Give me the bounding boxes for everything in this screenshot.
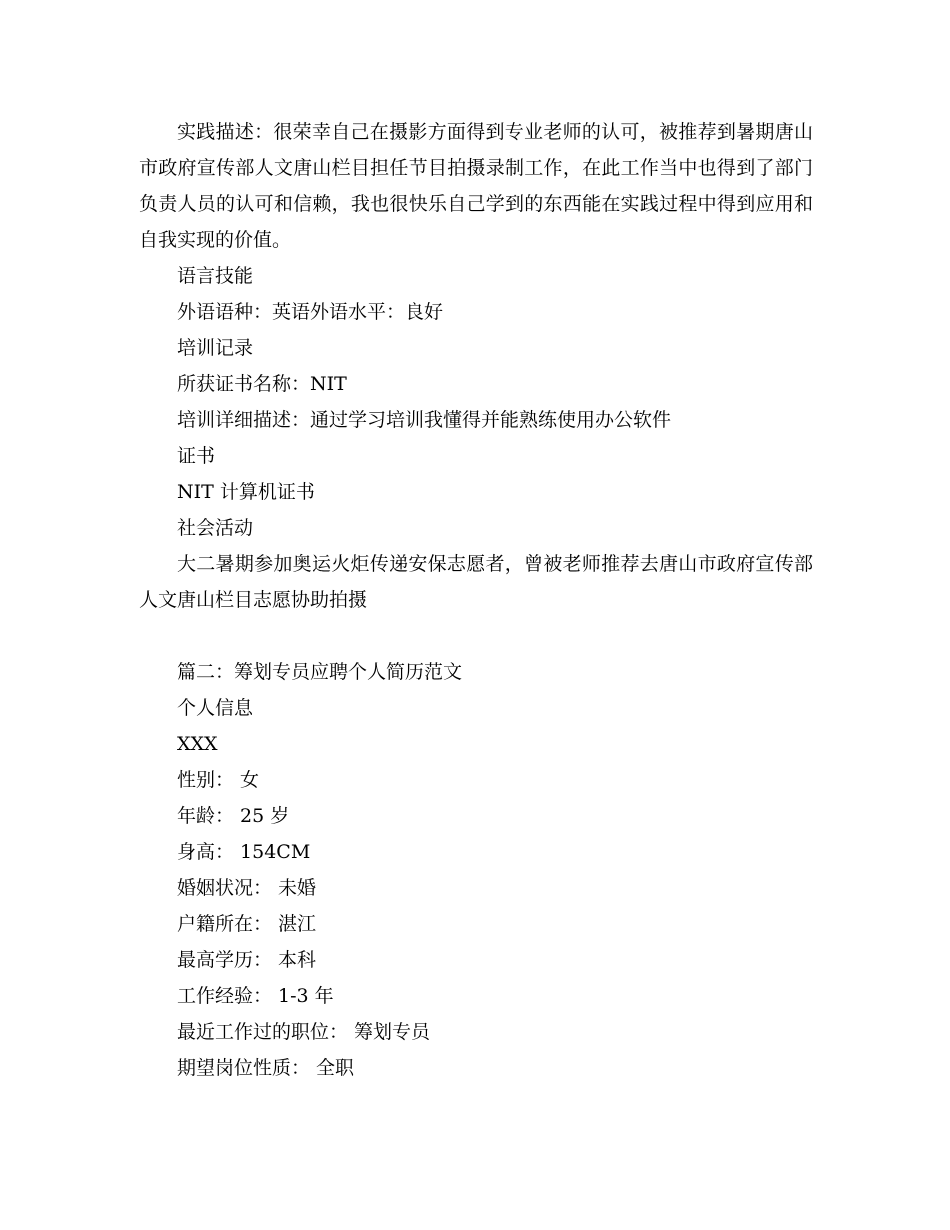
section-spacer xyxy=(139,618,813,654)
social-activity-text: 大二暑期参加奥运火炬传递安保志愿者，曾被老师推荐去唐山市政府宣传部人文唐山栏目志愿协助拍摄 xyxy=(139,553,813,611)
document-content xyxy=(139,114,813,1086)
foreign-language-line: 外语语种：英语外语水平：良好 xyxy=(177,301,444,323)
personal-info-heading: 个人信息 xyxy=(177,697,254,719)
recent-position-line: 最近工作过的职位： 筹划专员 xyxy=(177,1021,431,1043)
height-line: 身高： 154CM xyxy=(177,841,311,863)
training-detail-line: 培训详细描述：通过学习培训我懂得并能熟练使用办公软件 xyxy=(177,409,672,431)
work-experience-line: 工作经验： 1-3 年 xyxy=(177,985,334,1007)
job-type-line: 期望岗位性质： 全职 xyxy=(177,1057,355,1079)
education-line: 最高学历： 本科 xyxy=(177,949,317,971)
certificate-name-line: 所获证书名称：NIT xyxy=(177,373,347,395)
training-record-heading: 培训记录 xyxy=(177,337,254,359)
marital-status-line: 婚姻状况： 未婚 xyxy=(177,877,317,899)
practice-description: 实践描述：很荣幸自己在摄影方面得到专业老师的认可，被推荐到暑期唐山市政府宣传部人文唐山栏目担任节目拍摄录制工作，在此工作当中也得到了部门负责人员的认可和信赖，我也很快乐自己学到的东西能在实践过程中得到应用和自我实现的价值。 xyxy=(139,121,813,251)
hukou-line: 户籍所在： 湛江 xyxy=(177,913,317,935)
language-skills-heading: 语言技能 xyxy=(177,265,254,287)
social-activity-heading: 社会活动 xyxy=(177,517,254,539)
certificate-heading: 证书 xyxy=(177,445,216,467)
gender-line: 性别： 女 xyxy=(177,769,260,791)
age-line: 年龄： 25 岁 xyxy=(177,805,290,827)
certificate-line: NIT 计算机证书 xyxy=(177,481,315,503)
section-two-title: 篇二：筹划专员应聘个人简历范文 xyxy=(177,661,463,683)
name-line: XXX xyxy=(177,733,218,755)
